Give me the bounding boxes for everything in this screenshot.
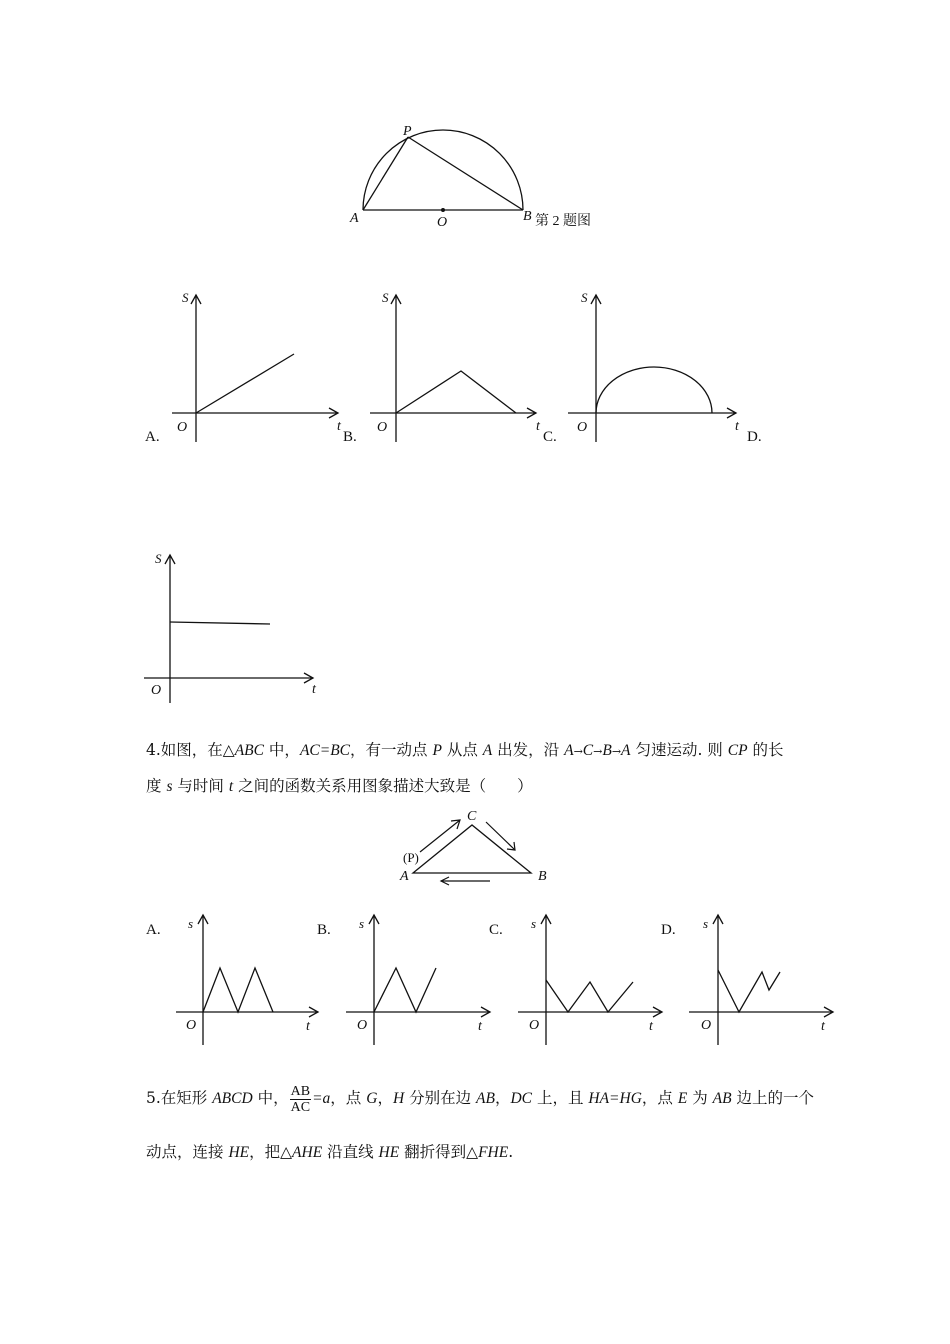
- q2-graph-a: [160, 285, 355, 445]
- arrow-ac: [420, 820, 460, 852]
- graph-curve: [596, 367, 712, 413]
- chord-ap: [363, 137, 408, 210]
- axis-label-t: t: [735, 419, 739, 434]
- axis-label-s: S: [382, 290, 389, 305]
- figure-caption: 第 2 题图: [535, 214, 591, 229]
- label-a: A: [400, 869, 409, 884]
- axis-label-t: t: [478, 1019, 482, 1034]
- q2-graph-c: [560, 285, 755, 445]
- graph-curve: [718, 970, 780, 1012]
- origin-label: O: [377, 420, 388, 435]
- q2-option-c-letter[interactable]: C.: [543, 429, 557, 445]
- q2-option-b-letter[interactable]: B.: [343, 429, 357, 445]
- q4-graph-d: [685, 910, 840, 1050]
- q5-line-1: 5.在矩形 ABCD 中， $\frac{AB}{AC}$ =a，点 G，H 分别在边 AB，DC 上，且 HA=HG，点 E 为 AB 边上的一个: [146, 1083, 815, 1115]
- origin-label: O: [577, 420, 588, 435]
- axis-label-t: t: [306, 1019, 310, 1034]
- graph-curve: [396, 371, 516, 413]
- axis-label-s: S: [182, 290, 189, 305]
- q2-graph-b: [360, 285, 555, 445]
- q4-line-2: 度 s 与时间 t 之间的函数关系用图象描述大致是（ ）: [146, 777, 533, 795]
- q2-option-a-letter[interactable]: A.: [145, 429, 160, 445]
- axis-label-s: s: [359, 916, 365, 931]
- q4-graph-a: [170, 910, 325, 1050]
- label-b: B: [523, 209, 532, 224]
- fraction-ab-ac: $\frac{AB}{AC}$: [290, 1083, 311, 1115]
- q2-option-d-letter[interactable]: D.: [747, 429, 762, 445]
- origin-label: O: [529, 1018, 540, 1033]
- q4-option-b-letter[interactable]: B.: [317, 922, 331, 938]
- axis-label-s: S: [581, 290, 588, 305]
- graph-curve: [374, 968, 436, 1012]
- q4-option-c-letter[interactable]: C.: [489, 922, 503, 938]
- label-a: A: [350, 211, 359, 226]
- q4-option-d-letter[interactable]: D.: [661, 922, 676, 938]
- graph-curve: [170, 622, 270, 624]
- label-b: B: [538, 869, 547, 884]
- arrow-cb: [486, 822, 515, 850]
- axis-label-s: S: [155, 551, 162, 566]
- label-o: O: [437, 215, 448, 230]
- q4-graph-b: [342, 910, 497, 1050]
- label-p: P: [403, 124, 412, 139]
- q4-graph-c: [513, 910, 668, 1050]
- q2-graph-extra: [140, 545, 330, 705]
- origin-label: O: [177, 420, 188, 435]
- origin-label: O: [701, 1018, 712, 1033]
- q5-line-2: 动点，连接 HE，把△AHE 沿直线 HE 翻折得到△FHE.: [146, 1143, 514, 1161]
- axis-label-t: t: [536, 419, 540, 434]
- label-p: (P): [403, 850, 419, 865]
- axis-label-t: t: [312, 682, 316, 697]
- axis-label-t: t: [649, 1019, 653, 1034]
- axis-label-t: t: [337, 419, 341, 434]
- axis-label-t: t: [821, 1019, 825, 1034]
- semicircle-figure: [340, 118, 620, 233]
- axis-label-s: s: [188, 916, 194, 931]
- origin-label: O: [186, 1018, 197, 1033]
- graph-curve: [546, 980, 633, 1012]
- q4-option-a-letter[interactable]: A.: [146, 922, 161, 938]
- triangle-figure: [395, 800, 565, 895]
- q4-line-1: 4.如图，在△ABC 中，AC=BC，有一动点 P 从点 A 出发，沿 A→C→B→A 匀速运动. 则 CP 的长: [146, 741, 784, 759]
- label-c: C: [467, 809, 477, 824]
- graph-curve: [196, 354, 294, 413]
- center-point: [441, 208, 445, 212]
- origin-label: O: [357, 1018, 368, 1033]
- axis-label-s: s: [703, 916, 709, 931]
- chord-pb: [408, 137, 523, 210]
- axis-label-s: s: [531, 916, 537, 931]
- origin-label: O: [151, 683, 162, 698]
- graph-curve: [203, 968, 273, 1012]
